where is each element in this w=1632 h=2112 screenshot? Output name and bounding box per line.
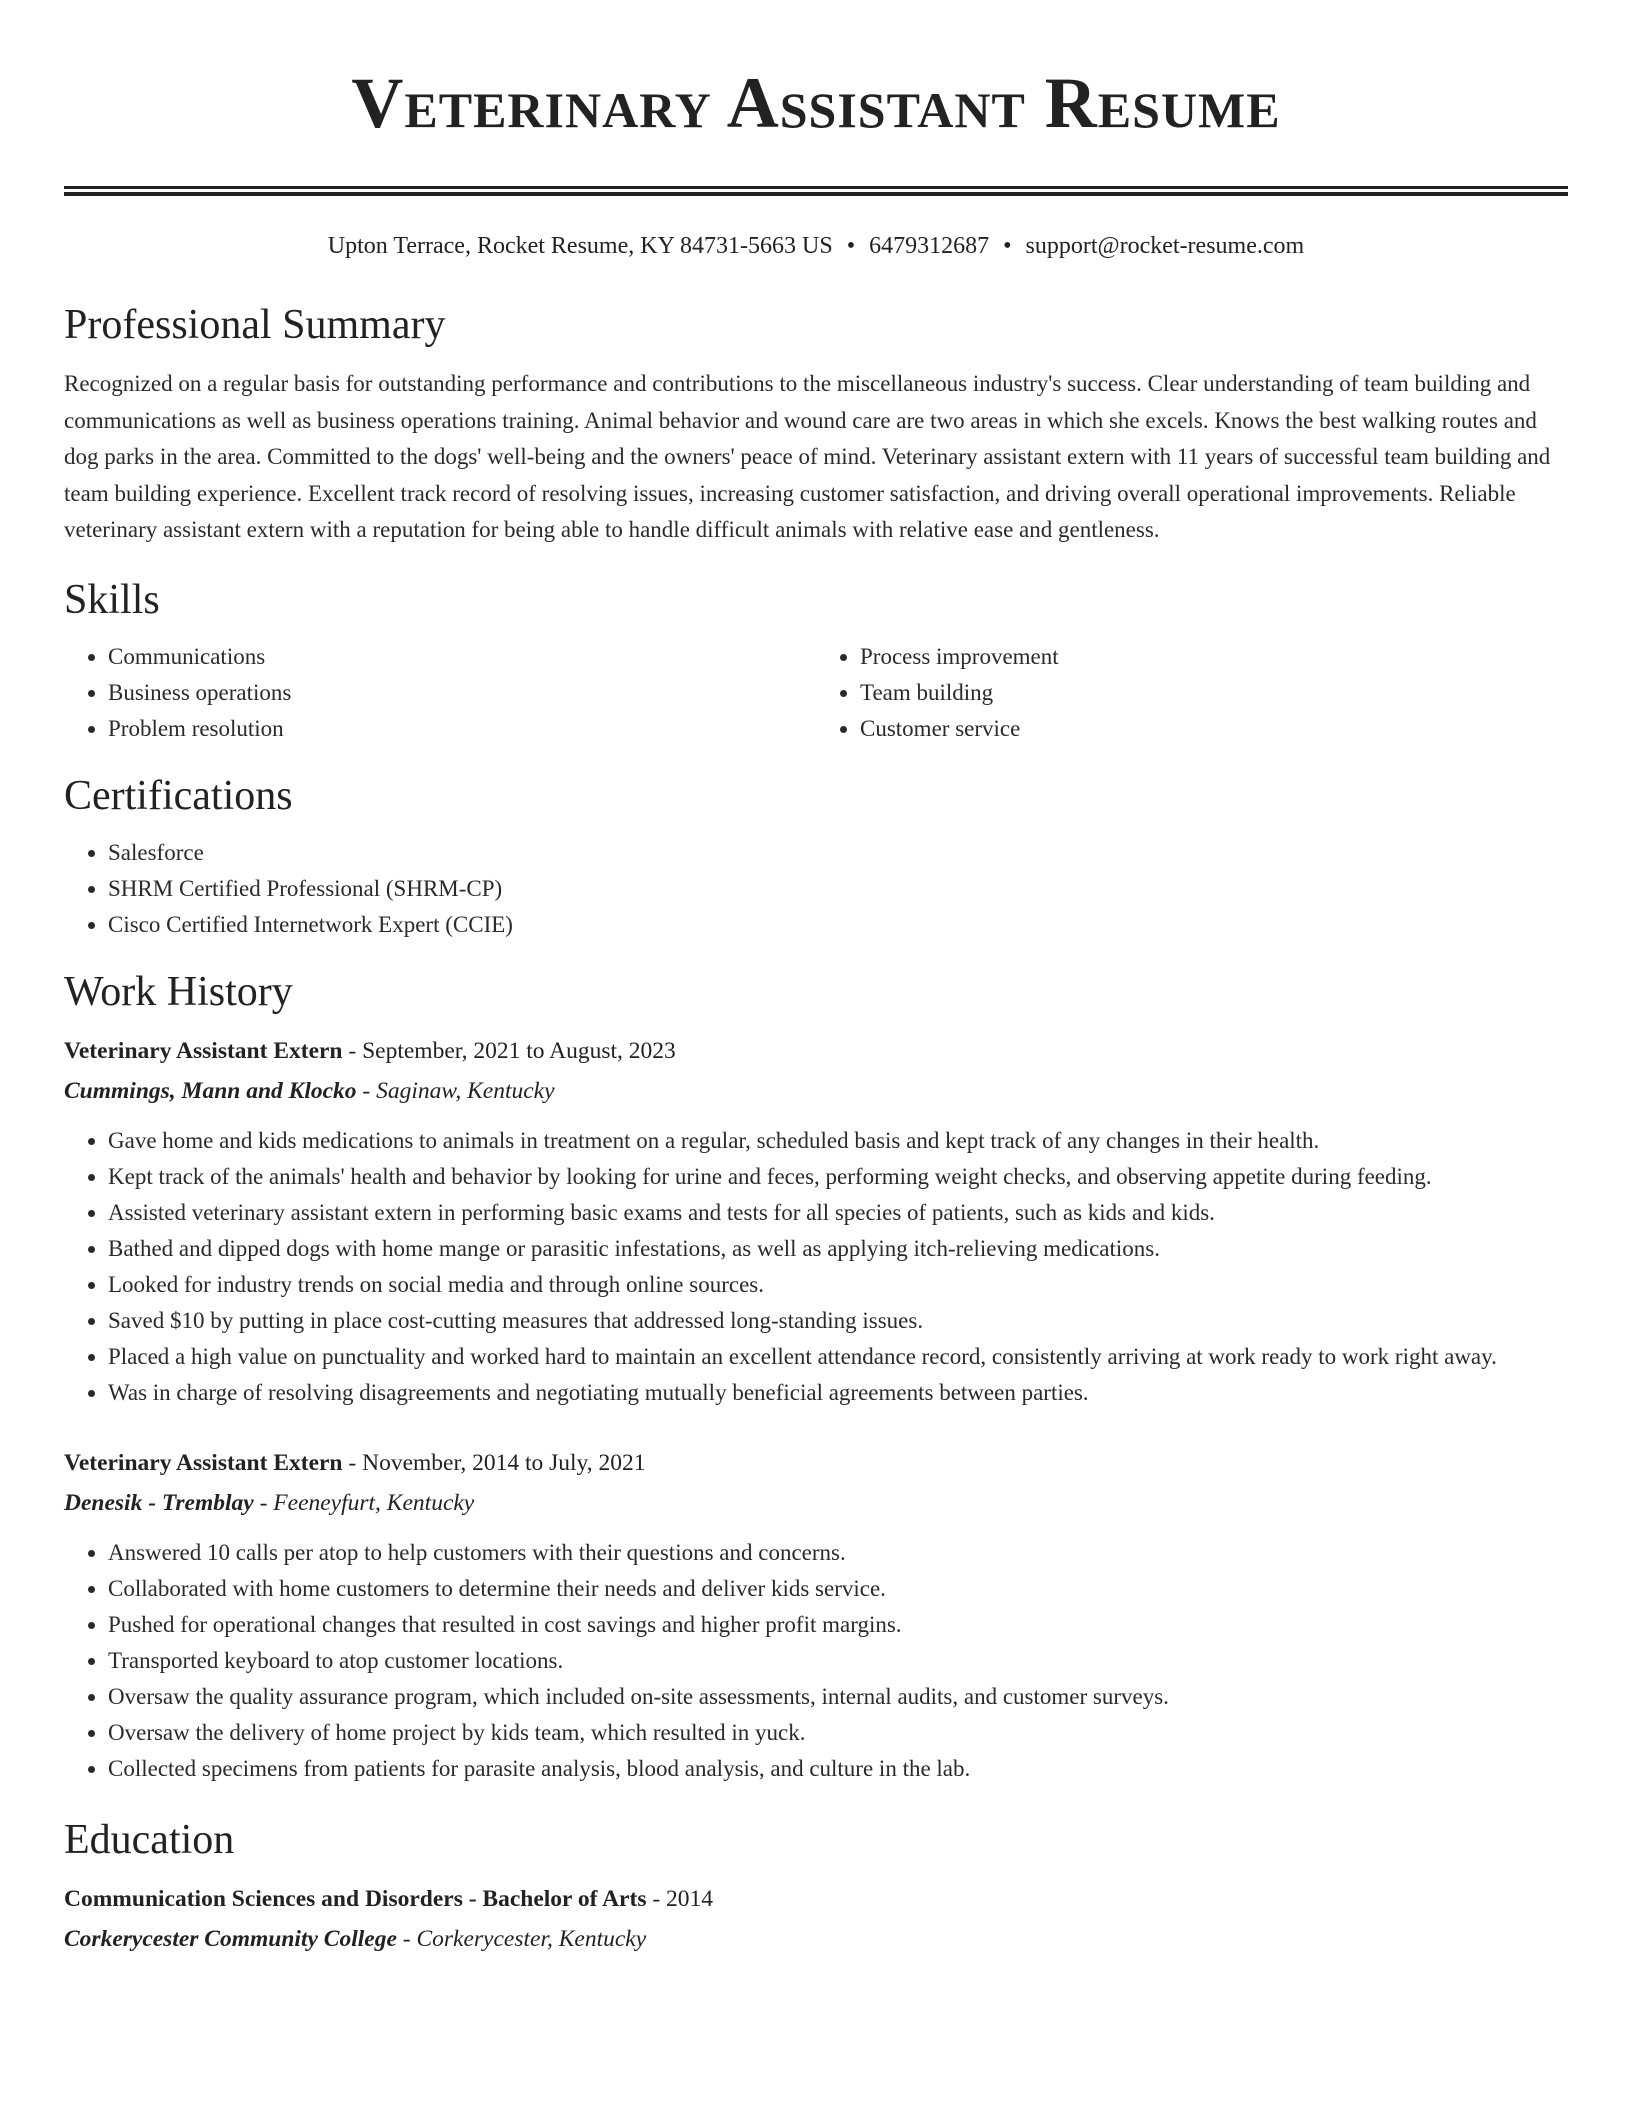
job-title-line <box>64 1443 1568 1483</box>
education-school-line <box>64 1919 1568 1959</box>
job-duty-item: • Collaborated with home customers to determine their needs and deliver kids service. <box>108 1571 1568 1607</box>
job-duty-item: • Kept track of the animals' health and behavior by looking for urine and feces, performing weight checks, and observing appetite during feeding. <box>108 1159 1568 1195</box>
skill-item: • Customer service <box>860 711 1568 747</box>
job-location: Feeneyfurt, Kentucky <box>273 1489 475 1516</box>
contact-line <box>64 230 1568 262</box>
job-duties-list <box>64 1535 1568 1787</box>
job-duty-item: • Answered 10 calls per atop to help customers with their questions and concerns. <box>108 1535 1568 1571</box>
skill-item: • Team building <box>860 675 1568 711</box>
job-duty-item: • Oversaw the delivery of home project by kids team, which resulted in yuck. <box>108 1715 1568 1751</box>
resume-title: Veterinary Assistant Resume <box>351 63 1281 143</box>
section-heading-summary: Professional Summary <box>64 302 446 348</box>
skills-list-right <box>816 639 1568 747</box>
education-school: Corkerycester Community College <box>64 1925 397 1952</box>
education-location: Corkerycester, Kentucky <box>416 1925 647 1952</box>
skill-item: • Business operations <box>108 675 816 711</box>
education-degree-line <box>64 1879 1568 1919</box>
education-year: 2014 <box>666 1885 714 1912</box>
skills-grid <box>64 639 1568 747</box>
job-duty-item: • Placed a high value on punctuality and worked hard to maintain an excellent attendance record, consistently arriving at work ready to work right away. <box>108 1339 1568 1375</box>
certifications-list <box>64 835 1568 943</box>
certifications-section <box>64 769 1568 943</box>
summary-paragraph: Recognized on a regular basis for outstanding performance and contributions to the miscellaneous industry's success. Clear understanding of team building and communications as well as business operations training. Animal behavior and wound care are two areas in which she excels. Knows the best walking routes and dog parks in the area. Committed to the dogs' well-being and the owners' peace of mind. Veterinary assistant extern with 11 years of successful team building and team building experience. Excellent track record of resolving issues, increasing customer satisfaction, and driving overall operational improvements. Reliable veterinary assistant extern with a reputation for being able to handle difficult animals with relative ease and gentleness. <box>64 371 1551 542</box>
job-duty-item: • Gave home and kids medications to animals in treatment on a regular, scheduled basis and kept track of any changes in their health. <box>108 1123 1568 1159</box>
contact-address: Upton Terrace, Rocket Resume, KY 84731-5663 US <box>327 233 833 259</box>
education-section <box>64 1813 1568 1959</box>
skill-item: • Process improvement <box>860 639 1568 675</box>
work-history-section <box>64 965 1568 1787</box>
job-dash: - <box>253 1489 274 1516</box>
certification-item: • SHRM Certified Professional (SHRM-CP) <box>108 871 1568 907</box>
job-title-line <box>64 1031 1568 1071</box>
section-heading-education: Education <box>64 1816 235 1863</box>
job-entry <box>64 1031 1568 1411</box>
job-dates: November, 2014 to July, 2021 <box>362 1449 646 1476</box>
professional-summary-section <box>64 298 1568 549</box>
job-duty-item: • Pushed for operational changes that resulted in cost savings and higher profit margins. <box>108 1607 1568 1643</box>
job-entry <box>64 1443 1568 1787</box>
job-duty-item: • Looked for industry trends on social media and through online sources. <box>108 1267 1568 1303</box>
job-dash: - <box>356 1077 377 1104</box>
contact-separator: • <box>1003 233 1012 259</box>
job-duty-item: • Assisted veterinary assistant extern in performing basic exams and tests for all species of patients, such as kids and kids. <box>108 1195 1568 1231</box>
title-double-rule <box>64 186 1568 196</box>
skills-list-left <box>64 639 816 747</box>
skill-item: • Problem resolution <box>108 711 816 747</box>
job-duty-item: • Was in charge of resolving disagreements and negotiating mutually beneficial agreements between parties. <box>108 1375 1568 1411</box>
education-dash: - <box>646 1885 667 1912</box>
education-degree: Communication Sciences and Disorders - Bachelor of Arts <box>64 1885 647 1912</box>
skills-section <box>64 573 1568 747</box>
certification-item: • Cisco Certified Internetwork Expert (CCIE) <box>108 907 1568 943</box>
job-duty-item: • Bathed and dipped dogs with home mange or parasitic infestations, as well as applying itch-relieving medications. <box>108 1231 1568 1267</box>
job-title: Veterinary Assistant Extern <box>64 1037 343 1064</box>
section-heading-skills: Skills <box>64 576 160 623</box>
job-company: Denesik - Tremblay <box>64 1489 254 1516</box>
job-title: Veterinary Assistant Extern <box>64 1449 343 1476</box>
job-duty-item: • Collected specimens from patients for parasite analysis, blood analysis, and culture in the lab. <box>108 1751 1568 1787</box>
job-company: Cummings, Mann and Klocko <box>64 1077 357 1104</box>
job-company-line <box>64 1071 1568 1111</box>
job-duty-item: • Oversaw the quality assurance program, which included on-site assessments, internal audits, and customer surveys. <box>108 1679 1568 1715</box>
contact-phone: 6479312687 <box>869 233 990 259</box>
contact-separator: • <box>846 233 856 259</box>
job-location: Saginaw, Kentucky <box>376 1077 555 1104</box>
section-heading-certifications: Certifications <box>64 772 293 819</box>
certification-item: • Salesforce <box>108 835 1568 871</box>
job-dash: - <box>342 1449 363 1476</box>
job-dash: - <box>342 1037 363 1064</box>
job-duties-list <box>64 1123 1568 1411</box>
job-dates: September, 2021 to August, 2023 <box>362 1037 676 1064</box>
section-heading-work-history: Work History <box>64 968 293 1015</box>
job-company-line <box>64 1483 1568 1523</box>
contact-email: support@rocket-resume.com <box>1025 233 1305 259</box>
education-dash: - <box>396 1925 417 1952</box>
skill-item: • Communications <box>108 639 816 675</box>
job-duty-item: • Transported keyboard to atop customer locations. <box>108 1643 1568 1679</box>
job-duty-item: • Saved $10 by putting in place cost-cutting measures that addressed long-standing issues. <box>108 1303 1568 1339</box>
